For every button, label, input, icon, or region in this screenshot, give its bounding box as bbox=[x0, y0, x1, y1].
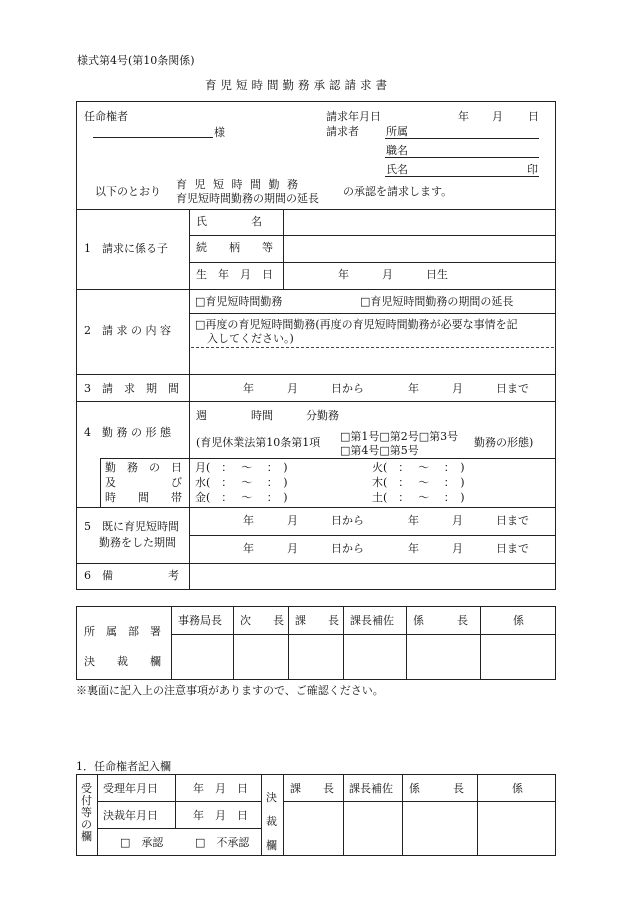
wednesday-time[interactable]: 木( ： 〜 ： ) bbox=[372, 476, 465, 489]
approve-checkbox[interactable]: □ 承認 bbox=[120, 836, 164, 849]
remarks-field[interactable] bbox=[190, 564, 555, 589]
work-form-suffix: 勤務の形態) bbox=[474, 436, 534, 449]
option-extension: 育児短時間勤務の期間の延長 bbox=[176, 192, 319, 205]
child-relation-label: 続 柄 等 bbox=[196, 241, 273, 254]
name-label: 氏名 bbox=[386, 163, 408, 176]
child-relation-field[interactable] bbox=[284, 236, 555, 262]
sama-text: 様 bbox=[214, 126, 225, 139]
col-assistant-chief: 課長補佐 bbox=[350, 614, 394, 627]
appointer-section-heading: 1．任命権者記入欄 bbox=[76, 760, 171, 773]
law-items-1[interactable]: □第1号□第2号□第3号 bbox=[340, 430, 459, 443]
decision-side-label: 決 裁 欄 bbox=[266, 791, 277, 852]
monday-time[interactable]: 月( ： 〜 ： ) bbox=[195, 461, 288, 474]
form-number: 様式第4号(第10条関係) bbox=[77, 54, 195, 67]
days-label-1: 勤 務 の 日 bbox=[105, 461, 182, 474]
section3-label: 3 請 求 期 間 bbox=[84, 382, 179, 395]
checkbox-repeat[interactable]: □再度の育児短時間勤務(再度の育児短時間勤務が必要な事情を記 bbox=[195, 318, 518, 331]
appointer-name-line[interactable] bbox=[93, 137, 213, 138]
child-birth-value: 年 月 日生 bbox=[338, 268, 448, 281]
bottom-col-assistant-chief: 課長補佐 bbox=[349, 782, 393, 795]
checkbox-extension[interactable]: □育児短時間勤務の期間の延長 bbox=[360, 295, 514, 308]
name-line[interactable] bbox=[385, 176, 539, 177]
affiliation-label: 所属 bbox=[386, 125, 408, 138]
bottom-col-staff: 係 bbox=[512, 782, 523, 795]
year-text: 年 bbox=[458, 110, 469, 123]
col-section-chief: 課 長 bbox=[295, 614, 339, 627]
weekly-hours: 週 時間 分勤務 bbox=[196, 409, 339, 422]
decision-label: 決 裁 欄 bbox=[84, 655, 161, 668]
thursday-time[interactable]: 火( ： 〜 ： ) bbox=[372, 461, 465, 474]
reason-line[interactable] bbox=[191, 347, 554, 348]
law-items-2[interactable]: □第4号□第5号 bbox=[340, 444, 419, 457]
day-text: 日 bbox=[528, 110, 539, 123]
dept-label: 所 属 部 署 bbox=[84, 625, 161, 638]
section1-label: 1 請求に係る子 bbox=[84, 242, 168, 255]
month-text: 月 bbox=[492, 110, 503, 123]
child-name-field[interactable] bbox=[284, 210, 555, 235]
days-label-3: 時 間 帯 bbox=[105, 491, 182, 504]
section2-label: 2 請 求 の 内 容 bbox=[84, 324, 171, 337]
requester-label: 請求者 bbox=[326, 125, 359, 138]
col-staff: 係 bbox=[513, 614, 524, 627]
past-period-2-from: 年 月 日から bbox=[243, 542, 364, 555]
saturday-time[interactable]: 土( ： 〜 ： ) bbox=[372, 491, 465, 504]
tuesday-time[interactable]: 水( ： 〜 ： ) bbox=[195, 476, 288, 489]
col-director: 事務局長 bbox=[178, 614, 222, 627]
section5-label-1: 5 既に育児短時間 bbox=[84, 520, 179, 533]
law-reference: (育児休業法第10条第1項 bbox=[196, 436, 321, 449]
received-date-label: 受理年月日 bbox=[103, 782, 158, 795]
days-label-2: 及 び bbox=[105, 476, 182, 489]
intro-prefix: 以下のとおり bbox=[95, 185, 161, 198]
affiliation-line[interactable] bbox=[385, 138, 539, 139]
section4-label: 4 勤 務 の 形 態 bbox=[84, 426, 171, 439]
seal-mark: 印 bbox=[527, 163, 538, 176]
friday-time[interactable]: 金( ： 〜 ： ) bbox=[195, 491, 288, 504]
past-period-1-to: 年 月 日まで bbox=[408, 514, 529, 527]
col-deputy: 次 長 bbox=[240, 614, 284, 627]
checkbox-short-time[interactable]: □育児短時間勤務 bbox=[195, 295, 283, 308]
page-title: 育児短時間勤務承認請求書 bbox=[205, 78, 391, 92]
col-unit-chief: 係 長 bbox=[413, 614, 468, 627]
appointer-label: 任命権者 bbox=[84, 110, 128, 123]
received-date-value: 年 月 日 bbox=[193, 782, 248, 795]
reject-checkbox[interactable]: □ 不承認 bbox=[195, 836, 250, 849]
repeat-note: 入してください。) bbox=[207, 332, 294, 345]
past-period-1-from: 年 月 日から bbox=[243, 514, 364, 527]
bottom-col-section-chief: 課 長 bbox=[290, 782, 334, 795]
option-short-time: 育 児 短 時 間 勤 務 bbox=[176, 178, 300, 191]
request-date-label: 請求年月日 bbox=[326, 110, 381, 123]
period-to: 年 月 日まで bbox=[408, 382, 529, 395]
decided-date-label: 決裁年月日 bbox=[103, 809, 158, 822]
notice-text: ※裏面に記入上の注意事項がありますので、ご確認ください。 bbox=[76, 684, 384, 697]
reception-side-label: 受 付 等 の 欄 bbox=[81, 782, 92, 843]
position-label: 職名 bbox=[386, 144, 408, 157]
period-from: 年 月 日から bbox=[243, 382, 364, 395]
section5-label-2: 勤務をした期間 bbox=[99, 536, 176, 549]
bottom-col-unit-chief: 係 長 bbox=[409, 782, 464, 795]
section6-label: 6 備 考 bbox=[84, 569, 179, 582]
decided-date-value: 年 月 日 bbox=[193, 809, 248, 822]
child-name-label: 氏 名 bbox=[196, 215, 262, 228]
position-line[interactable] bbox=[385, 157, 539, 158]
intro-suffix: の承認を請求します。 bbox=[343, 185, 453, 198]
child-birth-label: 生 年 月 日 bbox=[196, 268, 273, 281]
past-period-2-to: 年 月 日まで bbox=[408, 542, 529, 555]
